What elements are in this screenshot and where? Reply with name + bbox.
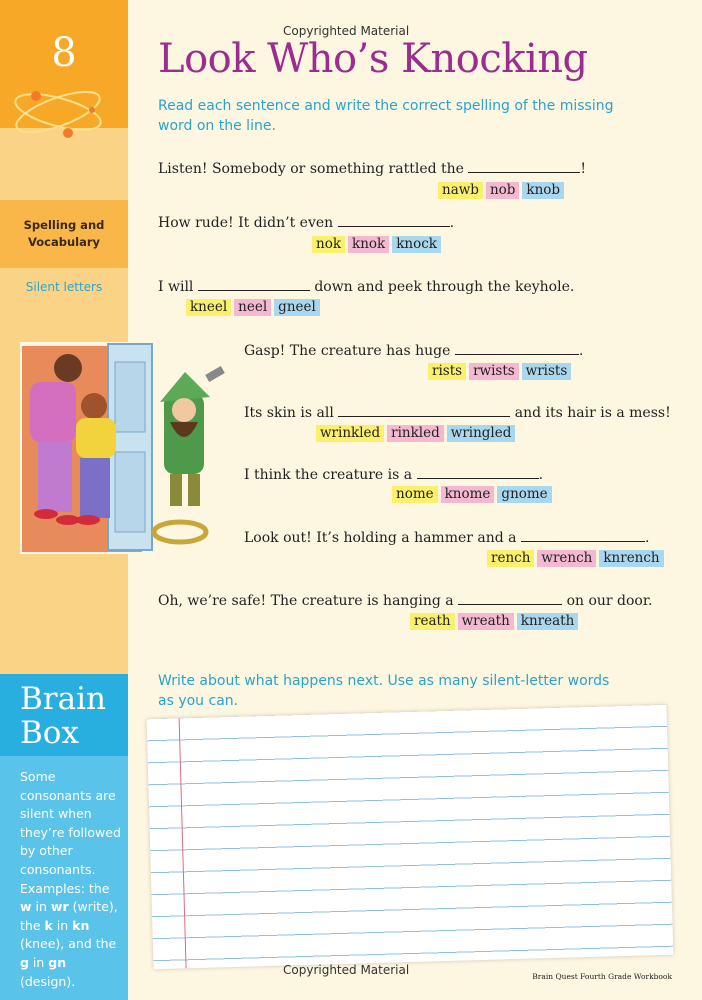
answer-blank[interactable] [455, 340, 579, 355]
option: reath [410, 613, 455, 630]
option: nok [312, 236, 345, 253]
sentence-6: I think the creature is a . [244, 464, 543, 483]
category-label: Spelling and Vocabulary [0, 200, 128, 268]
answer-blank[interactable] [338, 212, 450, 227]
options-8 [410, 613, 581, 630]
option: wrinkled [316, 425, 384, 442]
option: neel [234, 299, 271, 316]
lesson-number-panel [0, 0, 128, 128]
option: knock [392, 236, 441, 253]
option: wrists [522, 363, 572, 380]
sentence-3: I will down and peek through the keyhole. [158, 276, 574, 295]
option: knome [441, 486, 495, 503]
options-4 [428, 363, 574, 380]
option: gnome [497, 486, 551, 503]
option: wrench [537, 550, 596, 567]
options-6 [392, 486, 555, 503]
brain-box-text: Some consonants are silent when they’re followed by other consonants. Examples: the w in wr (write), the k in kn (knee), and the g in gn (design). [0, 756, 128, 1000]
option: gneel [274, 299, 320, 316]
option: nome [392, 486, 438, 503]
instructions: Read each sentence and write the correct spelling of the missing word on the line. [158, 98, 614, 134]
option: rench [487, 550, 534, 567]
option: knok [348, 236, 389, 253]
answer-blank[interactable] [468, 158, 580, 173]
writing-area[interactable] [147, 705, 674, 969]
book-title-footer: Brain Quest Fourth Grade Workbook [532, 972, 672, 981]
subtopic-label: Silent letters [25, 280, 103, 294]
copyright-top: Copyrighted Material [283, 24, 410, 38]
atom-icon [10, 78, 110, 148]
options-1 [438, 182, 567, 199]
brain-box-title: Brain Box [0, 674, 128, 756]
page-title: Look Who’s Knocking [158, 36, 588, 82]
option: nob [486, 182, 519, 199]
answer-blank[interactable] [338, 402, 510, 417]
options-3 [186, 299, 323, 316]
copyright-bottom: Copyrighted Material [283, 963, 410, 977]
sentence-5: Its skin is all and its hair is a mess! [244, 402, 671, 421]
sentence-8: Oh, we’re safe! The creature is hanging a on our door. [158, 590, 652, 609]
writing-prompt: Write about what happens next. Use as many silent-letter words as you can. [158, 673, 610, 709]
options-7 [487, 550, 667, 567]
sentence-4: Gasp! The creature has huge . [244, 340, 583, 359]
option: kneel [186, 299, 231, 316]
option: wringled [447, 425, 516, 442]
option: nawb [438, 182, 483, 199]
options-5 [316, 425, 518, 442]
option: rwists [469, 363, 519, 380]
knocking-illustration [20, 342, 235, 554]
answer-blank[interactable] [521, 527, 645, 542]
option: rinkled [387, 425, 444, 442]
option: knob [522, 182, 564, 199]
answer-blank[interactable] [458, 590, 562, 605]
sentence-1: Listen! Somebody or something rattled the ! [158, 158, 586, 177]
option: wreath [458, 613, 514, 630]
sentence-2: How rude! It didn’t even . [158, 212, 454, 231]
answer-blank[interactable] [198, 276, 310, 291]
sentence-7: Look out! It’s holding a hammer and a . [244, 527, 649, 546]
option: rists [428, 363, 466, 380]
margin-line [179, 718, 187, 968]
option: knrench [599, 550, 663, 567]
answer-blank[interactable] [417, 464, 539, 479]
lesson-number: 8 [51, 30, 77, 76]
options-2 [312, 236, 444, 253]
option: knreath [517, 613, 579, 630]
